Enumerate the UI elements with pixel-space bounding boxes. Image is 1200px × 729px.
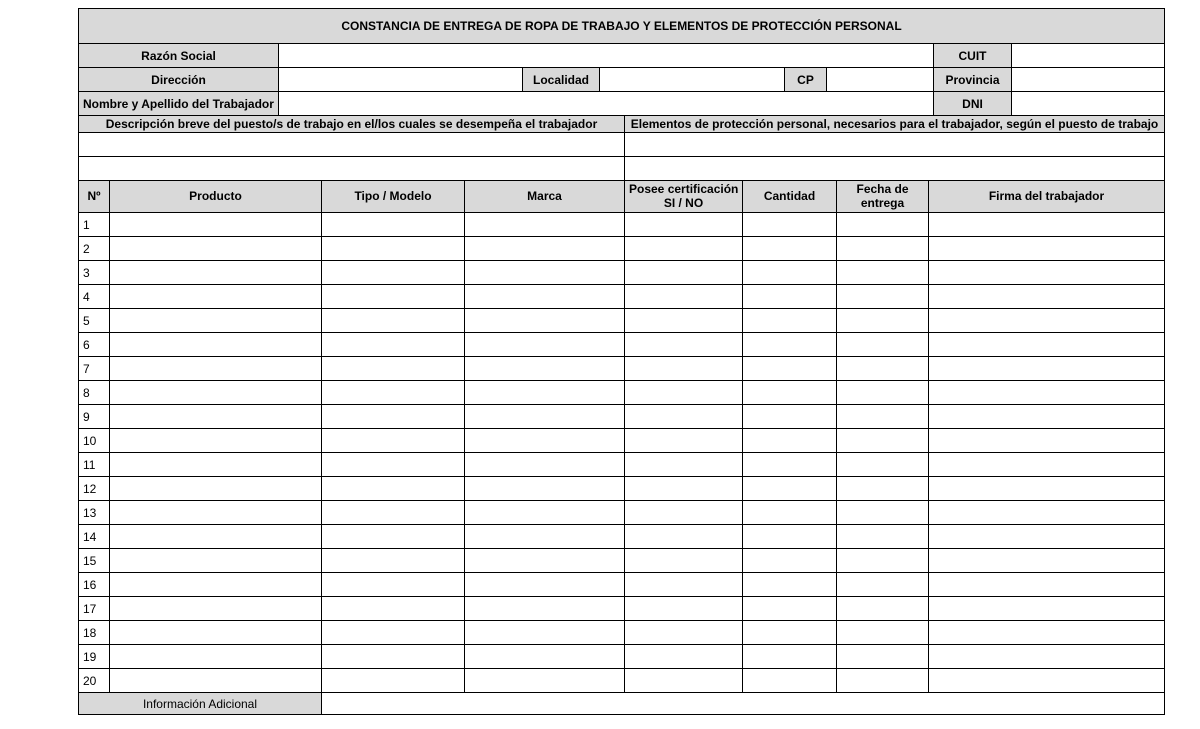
cell-firma[interactable] bbox=[929, 645, 1165, 669]
row-number: 11 bbox=[79, 453, 110, 477]
cell-marca[interactable] bbox=[465, 597, 625, 621]
cell-firma[interactable] bbox=[929, 477, 1165, 501]
cell-marca[interactable] bbox=[465, 357, 625, 381]
cell-marca[interactable] bbox=[465, 525, 625, 549]
cell-cantidad[interactable] bbox=[743, 357, 837, 381]
table-row bbox=[79, 621, 1165, 645]
cuit-field[interactable] bbox=[1012, 44, 1165, 68]
col-cantidad-header: Cantidad bbox=[743, 181, 837, 213]
table-row bbox=[79, 405, 1165, 429]
header-table bbox=[78, 8, 1165, 116]
cell-fecha[interactable] bbox=[837, 669, 929, 693]
cell-marca[interactable] bbox=[465, 213, 625, 237]
cell-firma[interactable] bbox=[929, 429, 1165, 453]
cell-producto[interactable] bbox=[110, 525, 322, 549]
cell-fecha[interactable] bbox=[837, 429, 929, 453]
table-row bbox=[79, 525, 1165, 549]
col-certificacion-line2: SI / NO bbox=[663, 196, 704, 211]
cell-tipo[interactable] bbox=[322, 309, 465, 333]
cell-firma[interactable] bbox=[929, 405, 1165, 429]
cell-tipo[interactable] bbox=[322, 453, 465, 477]
cell-firma[interactable] bbox=[929, 669, 1165, 693]
dni-label: DNI bbox=[934, 92, 1012, 116]
cell-producto[interactable] bbox=[110, 261, 322, 285]
cell-tipo[interactable] bbox=[322, 213, 465, 237]
descripcion-field-1[interactable] bbox=[79, 132, 625, 156]
cell-fecha[interactable] bbox=[837, 309, 929, 333]
cell-certificacion[interactable] bbox=[625, 453, 743, 477]
table-row bbox=[79, 453, 1165, 477]
row-number: 20 bbox=[79, 669, 110, 693]
table-row bbox=[79, 213, 1165, 237]
nombre-field[interactable] bbox=[279, 92, 934, 116]
cell-tipo[interactable] bbox=[322, 357, 465, 381]
form-title: CONSTANCIA DE ENTREGA DE ROPA DE TRABAJO Y ELEMENTOS DE PROTECCIÓN PERSONAL bbox=[79, 9, 1165, 44]
row-number: 12 bbox=[79, 477, 110, 501]
cell-certificacion[interactable] bbox=[625, 405, 743, 429]
table-row bbox=[79, 357, 1165, 381]
cell-firma[interactable] bbox=[929, 309, 1165, 333]
table-row bbox=[79, 477, 1165, 501]
cell-producto[interactable] bbox=[110, 453, 322, 477]
col-firma-header: Firma del trabajador bbox=[929, 181, 1165, 213]
cell-cantidad[interactable] bbox=[743, 309, 837, 333]
cell-tipo[interactable] bbox=[322, 525, 465, 549]
row-number: 8 bbox=[79, 381, 110, 405]
cell-tipo[interactable] bbox=[322, 597, 465, 621]
info-adicional-field[interactable] bbox=[322, 693, 1165, 715]
cell-producto[interactable] bbox=[110, 549, 322, 573]
cell-fecha[interactable] bbox=[837, 381, 929, 405]
table-row bbox=[79, 237, 1165, 261]
cell-fecha[interactable] bbox=[837, 453, 929, 477]
elementos-field-1[interactable] bbox=[625, 132, 1165, 156]
provincia-field[interactable] bbox=[1012, 68, 1165, 92]
cell-fecha[interactable] bbox=[837, 549, 929, 573]
col-marca-header: Marca bbox=[465, 181, 625, 213]
cell-tipo[interactable] bbox=[322, 669, 465, 693]
item-rows bbox=[79, 213, 1165, 693]
cell-marca[interactable] bbox=[465, 621, 625, 645]
cell-certificacion[interactable] bbox=[625, 669, 743, 693]
nombre-label: Nombre y Apellido del Trabajador bbox=[79, 92, 279, 116]
row-number: 13 bbox=[79, 501, 110, 525]
cell-certificacion[interactable] bbox=[625, 477, 743, 501]
cell-certificacion[interactable] bbox=[625, 549, 743, 573]
cell-marca[interactable] bbox=[465, 405, 625, 429]
cell-certificacion[interactable] bbox=[625, 381, 743, 405]
cell-tipo[interactable] bbox=[322, 645, 465, 669]
row-number: 2 bbox=[79, 237, 110, 261]
cell-firma[interactable] bbox=[929, 357, 1165, 381]
cell-fecha[interactable] bbox=[837, 285, 929, 309]
col-fecha-line1: Fecha de bbox=[856, 182, 909, 197]
row-number: 19 bbox=[79, 645, 110, 669]
cell-marca[interactable] bbox=[465, 549, 625, 573]
cell-tipo[interactable] bbox=[322, 501, 465, 525]
cell-firma[interactable] bbox=[929, 549, 1165, 573]
row-number: 3 bbox=[79, 261, 110, 285]
table-row bbox=[79, 549, 1165, 573]
cell-marca[interactable] bbox=[465, 381, 625, 405]
cell-certificacion[interactable] bbox=[625, 525, 743, 549]
cell-certificacion[interactable] bbox=[625, 597, 743, 621]
cell-cantidad[interactable] bbox=[743, 597, 837, 621]
table-row bbox=[79, 501, 1165, 525]
cell-tipo[interactable] bbox=[322, 573, 465, 597]
cell-certificacion[interactable] bbox=[625, 429, 743, 453]
info-adicional-label: Información Adicional bbox=[79, 693, 322, 715]
cell-fecha[interactable] bbox=[837, 333, 929, 357]
cell-tipo[interactable] bbox=[322, 549, 465, 573]
cell-producto[interactable] bbox=[110, 501, 322, 525]
cell-producto[interactable] bbox=[110, 429, 322, 453]
cell-cantidad[interactable] bbox=[743, 669, 837, 693]
col-tipo-header: Tipo / Modelo bbox=[322, 181, 465, 213]
cell-producto[interactable] bbox=[110, 645, 322, 669]
cell-certificacion[interactable] bbox=[625, 357, 743, 381]
cell-tipo[interactable] bbox=[322, 477, 465, 501]
table-row bbox=[79, 333, 1165, 357]
cell-certificacion[interactable] bbox=[625, 501, 743, 525]
cell-producto[interactable] bbox=[110, 285, 322, 309]
razon-social-field[interactable] bbox=[279, 44, 934, 68]
cell-cantidad[interactable] bbox=[743, 237, 837, 261]
cell-firma[interactable] bbox=[929, 237, 1165, 261]
direccion-label: Dirección bbox=[79, 68, 279, 92]
cell-certificacion[interactable] bbox=[625, 285, 743, 309]
cell-firma[interactable] bbox=[929, 597, 1165, 621]
cell-tipo[interactable] bbox=[322, 429, 465, 453]
cell-certificacion[interactable] bbox=[625, 621, 743, 645]
cell-producto[interactable] bbox=[110, 237, 322, 261]
cell-producto[interactable] bbox=[110, 621, 322, 645]
cell-certificacion[interactable] bbox=[625, 573, 743, 597]
cell-cantidad[interactable] bbox=[743, 525, 837, 549]
cell-producto[interactable] bbox=[110, 405, 322, 429]
cell-firma[interactable] bbox=[929, 525, 1165, 549]
cell-cantidad[interactable] bbox=[743, 261, 837, 285]
cell-producto[interactable] bbox=[110, 213, 322, 237]
table-row bbox=[79, 669, 1165, 693]
epp-delivery-form bbox=[78, 8, 1164, 715]
cell-firma[interactable] bbox=[929, 453, 1165, 477]
cell-certificacion[interactable] bbox=[625, 333, 743, 357]
cell-firma[interactable] bbox=[929, 621, 1165, 645]
cell-tipo[interactable] bbox=[322, 381, 465, 405]
cell-fecha[interactable] bbox=[837, 357, 929, 381]
cell-cantidad[interactable] bbox=[743, 501, 837, 525]
cell-tipo[interactable] bbox=[322, 237, 465, 261]
cell-marca[interactable] bbox=[465, 333, 625, 357]
cell-certificacion[interactable] bbox=[625, 237, 743, 261]
table-row bbox=[79, 381, 1165, 405]
row-number: 6 bbox=[79, 333, 110, 357]
col-fecha-header bbox=[837, 181, 929, 213]
cell-marca[interactable] bbox=[465, 453, 625, 477]
cell-producto[interactable] bbox=[110, 333, 322, 357]
cell-fecha[interactable] bbox=[837, 213, 929, 237]
row-number: 9 bbox=[79, 405, 110, 429]
cell-marca[interactable] bbox=[465, 309, 625, 333]
cell-producto[interactable] bbox=[110, 597, 322, 621]
cell-firma[interactable] bbox=[929, 261, 1165, 285]
cell-firma[interactable] bbox=[929, 501, 1165, 525]
cell-firma[interactable] bbox=[929, 213, 1165, 237]
cell-cantidad[interactable] bbox=[743, 213, 837, 237]
cell-producto[interactable] bbox=[110, 669, 322, 693]
table-row bbox=[79, 309, 1165, 333]
cell-fecha[interactable] bbox=[837, 501, 929, 525]
description-table bbox=[78, 116, 1165, 181]
col-num-header: Nº bbox=[79, 181, 110, 213]
direccion-field[interactable] bbox=[279, 68, 523, 92]
row-number: 1 bbox=[79, 213, 110, 237]
cell-cantidad[interactable] bbox=[743, 549, 837, 573]
table-row bbox=[79, 645, 1165, 669]
row-number: 15 bbox=[79, 549, 110, 573]
items-table bbox=[78, 181, 1165, 716]
cell-cantidad[interactable] bbox=[743, 429, 837, 453]
row-number: 7 bbox=[79, 357, 110, 381]
cell-marca[interactable] bbox=[465, 261, 625, 285]
cell-firma[interactable] bbox=[929, 381, 1165, 405]
cell-fecha[interactable] bbox=[837, 645, 929, 669]
cell-cantidad[interactable] bbox=[743, 333, 837, 357]
col-certificacion-line1: Posee certificación bbox=[629, 182, 739, 197]
cell-fecha[interactable] bbox=[837, 573, 929, 597]
cell-marca[interactable] bbox=[465, 237, 625, 261]
cell-fecha[interactable] bbox=[837, 405, 929, 429]
table-row bbox=[79, 285, 1165, 309]
cell-cantidad[interactable] bbox=[743, 285, 837, 309]
table-row bbox=[79, 597, 1165, 621]
provincia-label: Provincia bbox=[934, 68, 1012, 92]
elementos-field-2[interactable] bbox=[625, 156, 1165, 180]
cell-cantidad[interactable] bbox=[743, 477, 837, 501]
elementos-header: Elementos de protección personal, necesarios para el trabajador, según el puesto de trabajo bbox=[625, 116, 1165, 132]
cp-field[interactable] bbox=[827, 68, 934, 92]
cuit-label: CUIT bbox=[934, 44, 1012, 68]
cell-cantidad[interactable] bbox=[743, 645, 837, 669]
descripcion-header: Descripción breve del puesto/s de trabajo en el/los cuales se desempeña el trabajador bbox=[79, 116, 625, 132]
cell-producto[interactable] bbox=[110, 381, 322, 405]
cell-cantidad[interactable] bbox=[743, 453, 837, 477]
cell-marca[interactable] bbox=[465, 573, 625, 597]
table-row bbox=[79, 261, 1165, 285]
cell-marca[interactable] bbox=[465, 429, 625, 453]
cell-certificacion[interactable] bbox=[625, 309, 743, 333]
cell-marca[interactable] bbox=[465, 477, 625, 501]
col-fecha-line2: entrega bbox=[860, 196, 905, 211]
cell-marca[interactable] bbox=[465, 645, 625, 669]
cell-fecha[interactable] bbox=[837, 525, 929, 549]
cell-tipo[interactable] bbox=[322, 333, 465, 357]
cell-firma[interactable] bbox=[929, 285, 1165, 309]
row-number: 14 bbox=[79, 525, 110, 549]
table-row bbox=[79, 429, 1165, 453]
cell-fecha[interactable] bbox=[837, 477, 929, 501]
cell-certificacion[interactable] bbox=[625, 261, 743, 285]
cp-label: CP bbox=[785, 68, 827, 92]
cell-fecha[interactable] bbox=[837, 237, 929, 261]
row-number: 5 bbox=[79, 309, 110, 333]
cell-cantidad[interactable] bbox=[743, 621, 837, 645]
row-number: 4 bbox=[79, 285, 110, 309]
cell-certificacion[interactable] bbox=[625, 213, 743, 237]
row-number: 16 bbox=[79, 573, 110, 597]
cell-fecha[interactable] bbox=[837, 261, 929, 285]
razon-social-label: Razón Social bbox=[79, 44, 279, 68]
cell-tipo[interactable] bbox=[322, 285, 465, 309]
cell-tipo[interactable] bbox=[322, 405, 465, 429]
localidad-field[interactable] bbox=[600, 68, 785, 92]
row-number: 17 bbox=[79, 597, 110, 621]
dni-field[interactable] bbox=[1012, 92, 1165, 116]
cell-tipo[interactable] bbox=[322, 261, 465, 285]
cell-fecha[interactable] bbox=[837, 621, 929, 645]
cell-firma[interactable] bbox=[929, 573, 1165, 597]
cell-fecha[interactable] bbox=[837, 597, 929, 621]
localidad-label: Localidad bbox=[523, 68, 600, 92]
cell-producto[interactable] bbox=[110, 573, 322, 597]
cell-producto[interactable] bbox=[110, 357, 322, 381]
cell-marca[interactable] bbox=[465, 669, 625, 693]
cell-certificacion[interactable] bbox=[625, 645, 743, 669]
descripcion-field-2[interactable] bbox=[79, 156, 625, 180]
row-number: 18 bbox=[79, 621, 110, 645]
cell-cantidad[interactable] bbox=[743, 381, 837, 405]
cell-producto[interactable] bbox=[110, 309, 322, 333]
cell-marca[interactable] bbox=[465, 285, 625, 309]
col-certificacion-header bbox=[625, 181, 743, 213]
cell-marca[interactable] bbox=[465, 501, 625, 525]
cell-tipo[interactable] bbox=[322, 621, 465, 645]
cell-cantidad[interactable] bbox=[743, 573, 837, 597]
cell-cantidad[interactable] bbox=[743, 405, 837, 429]
cell-firma[interactable] bbox=[929, 333, 1165, 357]
table-row bbox=[79, 573, 1165, 597]
cell-producto[interactable] bbox=[110, 477, 322, 501]
col-producto-header: Producto bbox=[110, 181, 322, 213]
row-number: 10 bbox=[79, 429, 110, 453]
